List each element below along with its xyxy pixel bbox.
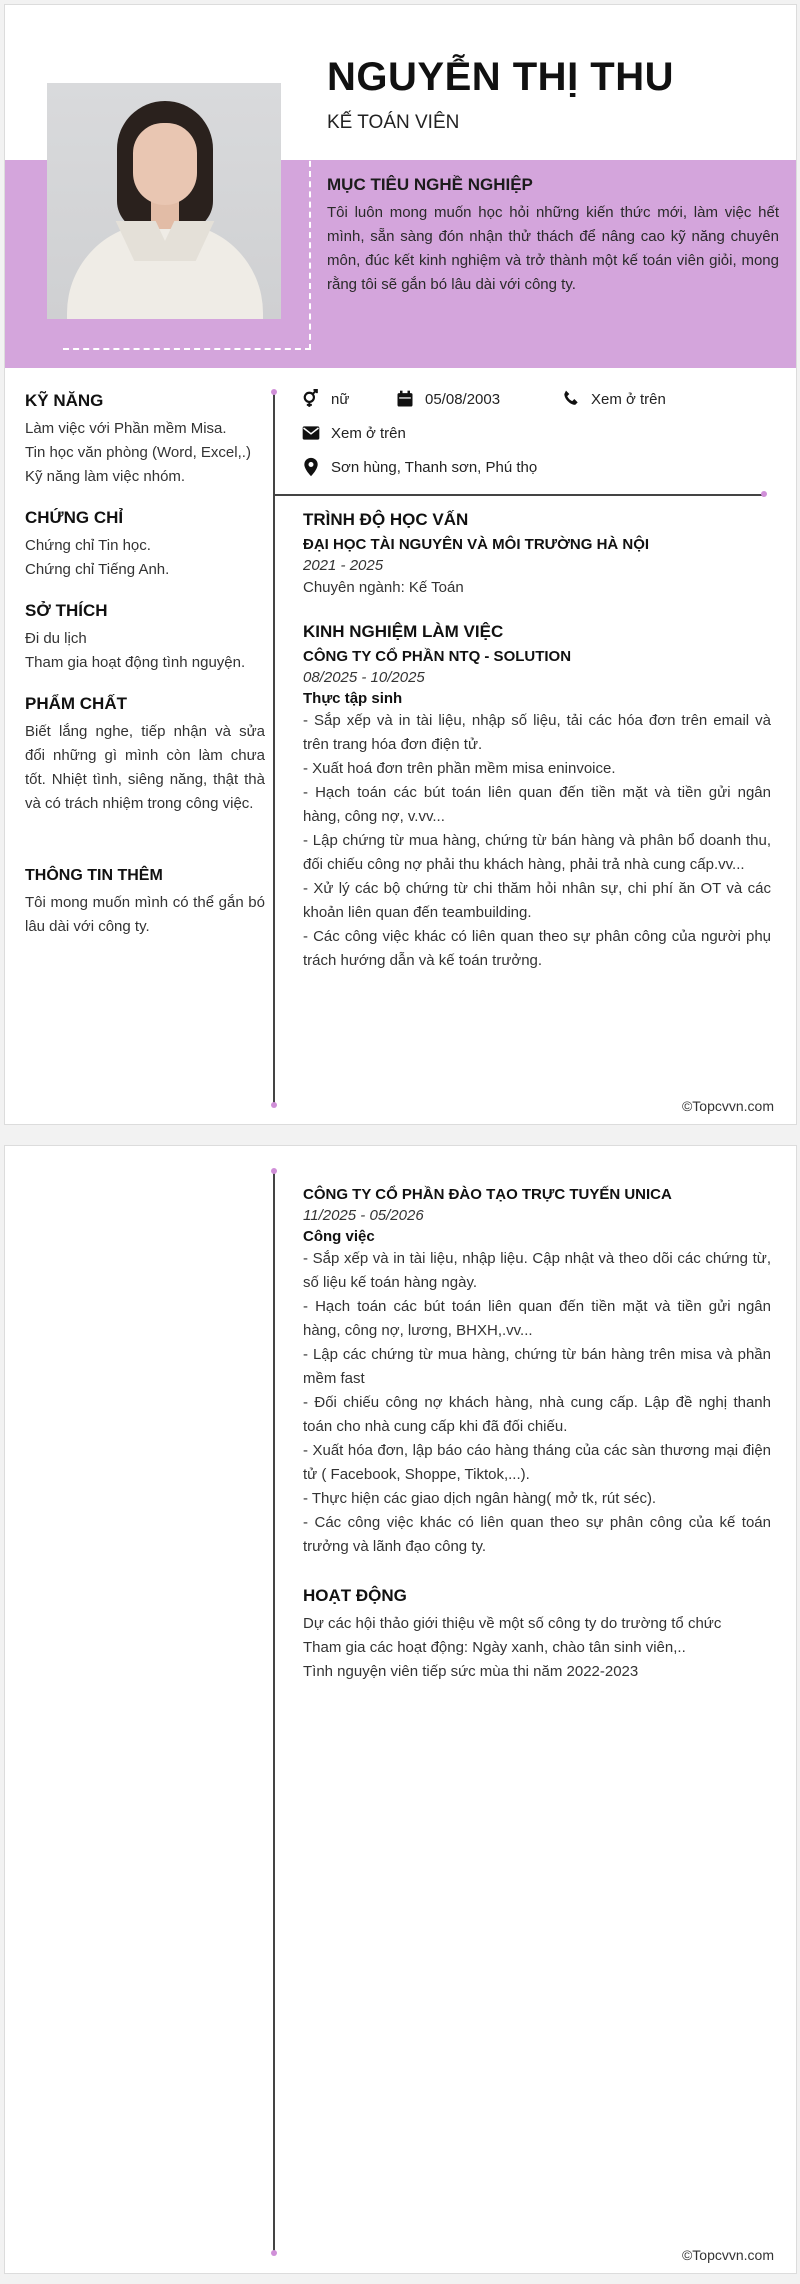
experience-section [303, 622, 771, 973]
cert-item: Chứng chỉ Tin học. [25, 537, 151, 554]
company-name: CÔNG TY CỔ PHẦN NTQ - SOLUTION [303, 648, 572, 665]
gender-icon [301, 389, 321, 409]
extra-title: THÔNG TIN THÊM [25, 867, 163, 884]
timeline-dot [271, 1102, 277, 1108]
phone-value: Xem ở trên [591, 390, 666, 408]
education-period: 2021 - 2025 [303, 557, 384, 574]
task-item: - Sắp xếp và in tài liệu, nhập số liệu, tải các hóa đơn trên email và trên trang hóa đơn điện tử. [303, 712, 771, 753]
hobbies-title: SỞ THÍCH [25, 601, 108, 620]
timeline-dot [271, 389, 277, 395]
job-role: Công việc [303, 1228, 375, 1245]
extra-text: Tôi mong muốn mình có thể gắn bó lâu dài với công ty. [25, 894, 265, 935]
cv-page-1 [4, 4, 797, 1125]
timeline-dot [271, 1168, 277, 1174]
skills-title: KỸ NĂNG [25, 391, 104, 410]
activities-title: HOẠT ĐỘNG [303, 1586, 407, 1605]
cert-item: Chứng chỉ Tiếng Anh. [25, 561, 170, 578]
birthday-value: 05/08/2003 [425, 390, 501, 408]
hobbies-section [25, 601, 265, 675]
phone-icon [561, 389, 581, 409]
email-info [301, 423, 406, 443]
objective-title: MỤC TIÊU NGHỀ NGHIỆP [327, 175, 533, 194]
gender-info [301, 389, 349, 409]
job-period: 08/2025 - 10/2025 [303, 669, 425, 686]
location-pin-icon [301, 457, 321, 477]
activity-item: Tham gia các hoạt động: Ngày xanh, chào tân sinh viên,.. [303, 1639, 686, 1656]
hobby-item: Tham gia hoạt động tình nguyện. [25, 654, 246, 671]
certs-title: CHỨNG CHỈ [25, 508, 124, 527]
task-item: - Xử lý các bộ chứng từ chi thăm hỏi nhân sự, chi phí ăn OT và các khoản liên quan đến teambuilding. [303, 880, 771, 921]
company-name: CÔNG TY CỔ PHẦN ĐÀO TẠO TRỰC TUYẾN UNICA [303, 1186, 672, 1203]
timeline-vertical-line [273, 391, 275, 1105]
job-role: Thực tập sinh [303, 690, 403, 707]
task-item: - Lập chứng từ mua hàng, chứng từ bán hàng và phân bổ doanh thu, đối chiếu công nợ phải thu khách hàng, phải trả nhà cung cấp.vv... [303, 832, 771, 873]
task-item: - Sắp xếp và in tài liệu, nhập liệu. Cập nhật và theo dõi các chứng từ, số liệu kế toán hàng ngày. [303, 1250, 771, 1291]
timeline-dot [761, 491, 767, 497]
activities-section [303, 1586, 771, 1684]
watermark-footer: ©Topcvvn.com [681, 1098, 774, 1114]
education-section [303, 510, 771, 600]
task-item: - Thực hiện các giao dịch ngân hàng( mở tk, rút séc). [303, 1490, 657, 1507]
qualities-text: Biết lắng nghe, tiếp nhận và sửa đổi những gì mình còn làm chưa tốt. Nhiệt tình, siêng năng, thật thà và có trách nhiệm trong công việc. [25, 723, 265, 812]
contact-divider [273, 494, 763, 496]
watermark-footer: ©Topcvvn.com [681, 2247, 774, 2263]
task-item: - Xuất hoá đơn trên phần mềm misa eninvoice. [303, 760, 616, 777]
candidate-name: NGUYỄN THỊ THU [327, 55, 674, 99]
qualities-title: PHẨM CHẤT [25, 694, 127, 713]
email-value: Xem ở trên [331, 424, 406, 442]
task-item: - Đối chiếu công nợ khách hàng, nhà cung cấp. Lập đề nghị thanh toán cho nhà cung cấp khi đã đối chiếu. [303, 1394, 771, 1435]
timeline-dot [271, 2250, 277, 2256]
skill-item: Kỹ năng làm việc nhóm. [25, 468, 186, 485]
certs-section [25, 508, 265, 582]
timeline-vertical-line [273, 1171, 275, 2253]
experience-job-2 [303, 1186, 771, 1559]
task-item: - Các công việc khác có liên quan theo sự phân công của người phụ trách hướng dẫn và kế toán trưởng. [303, 928, 771, 969]
education-title: TRÌNH ĐỘ HỌC VẤN [303, 510, 469, 529]
task-list [303, 1247, 771, 1559]
activity-item: Dự các hội thảo giới thiệu về một số công ty do trường tổ chức [303, 1615, 722, 1632]
task-item: - Hạch toán các bút toán liên quan đến tiền mặt và tiền gửi ngân hàng, công nợ, lương, BHXH,.vv... [303, 1298, 771, 1339]
job-period: 11/2025 - 05/2026 [303, 1207, 424, 1224]
calendar-icon [395, 389, 415, 409]
skill-item: Tin học văn phòng (Word, Excel,.) [25, 444, 251, 461]
experience-title: KINH NGHIỆM LÀM VIỆC [303, 622, 504, 641]
task-item: - Xuất hóa đơn, lập báo cáo hàng tháng của các sàn thương mại điện tử ( Facebook, Shoppe, Tiktok,...). [303, 1442, 771, 1483]
address-info [301, 457, 537, 477]
gender-value: nữ [331, 390, 350, 408]
education-major: Chuyên ngành: Kế Toán [303, 579, 464, 596]
skills-section [25, 391, 265, 489]
profile-photo [47, 83, 281, 319]
task-item: - Các công việc khác có liên quan theo sự phân công của kế toán trưởng và lãnh đạo công ty. [303, 1514, 771, 1555]
objective-text: Tôi luôn mong muốn học hỏi những kiến thức mới, làm việc hết mình, sẵn sàng đón nhận thử thách để nâng cao kỹ năng chuyên môn, đúc kết kinh nghiệm và trở thành một kế toán viên giỏi, mong rằng tôi sẽ gắn bó lâu dài với công ty. [327, 204, 779, 293]
envelope-icon [301, 423, 321, 443]
cv-page-2 [4, 1145, 797, 2274]
extra-section [25, 867, 265, 939]
phone-info [561, 389, 666, 409]
skill-item: Làm việc với Phần mềm Misa. [25, 420, 227, 437]
qualities-section [25, 694, 265, 816]
hobby-item: Đi du lịch [25, 630, 87, 647]
task-item: - Hạch toán các bút toán liên quan đến tiền mặt và tiền gửi ngân hàng, công nợ, v.vv... [303, 784, 771, 825]
address-value: Sơn hùng, Thanh sơn, Phú thọ [331, 458, 538, 476]
task-list [303, 709, 771, 973]
school-name: ĐẠI HỌC TÀI NGUYÊN VÀ MÔI TRƯỜNG HÀ NỘI [303, 536, 650, 553]
task-item: - Lập các chứng từ mua hàng, chứng từ bán hàng trên misa và phần mềm fast [303, 1346, 771, 1387]
job-title: KẾ TOÁN VIÊN [327, 112, 460, 133]
activity-item: Tình nguyện viên tiếp sức mùa thi năm 2022-2023 [303, 1663, 639, 1680]
birthday-info [395, 389, 500, 409]
